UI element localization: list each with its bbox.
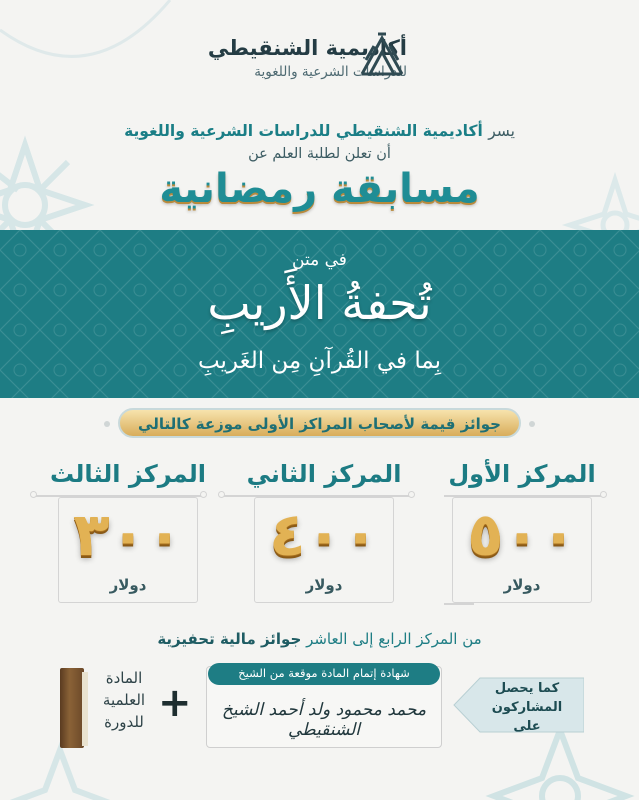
- divider-dot: [104, 421, 110, 427]
- book-banner: [0, 230, 639, 398]
- first-place-amount: ٥٠٠: [467, 500, 577, 570]
- card-dot: [30, 491, 37, 498]
- ornament-bottom-left-icon: [0, 740, 140, 800]
- participants-label: كما يحصل المشاركون على: [491, 681, 563, 734]
- extra-prizes-prefix: من المركز الرابع إلى العاشر: [306, 630, 482, 648]
- card-dot: [200, 491, 207, 498]
- academy-name: أكاديمية الشنقيطي: [207, 36, 407, 60]
- intro-line-1: [0, 122, 639, 140]
- card-dot: [600, 491, 607, 498]
- prize-heading-bar: [118, 408, 521, 438]
- second-place-unit: دولار: [305, 576, 343, 594]
- card-connector: [444, 603, 474, 605]
- second-place-amount: ٤٠٠: [269, 500, 379, 570]
- book-pages: [82, 672, 88, 746]
- banner-prefix: في متن: [292, 250, 347, 270]
- certificate-label: شهادة إتمام المادة موقعة من الشيخ: [238, 666, 410, 680]
- intro-highlight: أكاديمية الشنقيطي للدراسات الشرعية واللغوية: [124, 122, 483, 140]
- first-place-unit: دولار: [503, 576, 541, 594]
- intro-line-2: أن تعلن لطلبة العلم عن: [248, 146, 391, 162]
- card-dot: [218, 491, 225, 498]
- academy-calligraphy-logo-icon: [358, 30, 406, 82]
- book-subtitle: بِما في القُرآنِ مِن الغَريبِ: [197, 348, 442, 374]
- third-place-card: [58, 497, 198, 603]
- intro-prefix: يسر: [488, 122, 515, 140]
- third-place-title: المركز الثالث: [50, 460, 206, 488]
- divider-dot: [529, 421, 535, 427]
- second-place-title: المركز الثاني: [246, 460, 402, 488]
- course-material-label: المادة العلمية للدورة: [102, 669, 146, 731]
- academy-subtitle: للدراسات الشرعية واللغوية: [254, 64, 407, 80]
- second-place-card: [254, 497, 394, 603]
- book-icon: [60, 668, 84, 748]
- book-title: تُحفةُ الأَريبِ: [207, 276, 432, 330]
- third-place-unit: دولار: [109, 576, 147, 594]
- first-place-card: [452, 497, 592, 603]
- plus-icon: +: [158, 680, 192, 726]
- certificate-signature: محمد محمود ولد أحمد الشيخ الشنقيطي: [221, 700, 427, 740]
- contest-title: مسابقة رمضانية: [159, 166, 480, 212]
- third-place-amount: ٣٠٠: [73, 500, 183, 570]
- extra-prizes-line: [0, 630, 639, 648]
- extra-prizes-highlight: جوائز مالية تحفيزية: [157, 630, 302, 648]
- card-dot: [408, 491, 415, 498]
- first-place-title: المركز الأول: [448, 460, 596, 488]
- prize-heading: جوائز قيمة لأصحاب المراكز الأولى موزعة كالتالي: [138, 415, 501, 433]
